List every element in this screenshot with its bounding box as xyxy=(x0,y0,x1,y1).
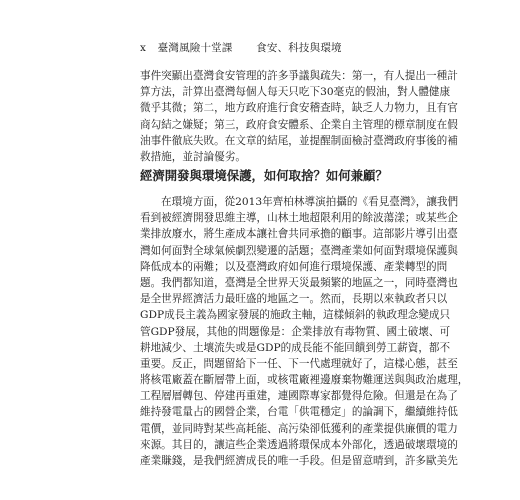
paragraph-line: 救措施，並討論優劣。 xyxy=(140,150,246,163)
paragraph-line: 電價，並同時對某些高耗能、高污染卻低獲利的產業提供廉價的電力 xyxy=(140,422,458,435)
paragraph-line: 事件突顯出臺灣食安管理的許多爭議與疏失：第一，有人提出一種計 xyxy=(140,70,458,82)
paragraph-line: 在環境方面，從2013年齊柏林導演拍攝的《看見臺灣》，讓我們 xyxy=(161,196,459,208)
paragraph-line: 灣如何面對全球氣候劇烈變遷的話題；臺灣產業如何面對環境保護與 xyxy=(140,244,458,257)
paragraph-line: 油事件徹底失敗。在文章的結尾，並提醒制面檢討臺灣政府事後的補 xyxy=(140,134,458,147)
paragraph-line: 管GDP發展，其他的問題像是：企業排放有毒物質、國土破壞、可 xyxy=(140,325,451,338)
paragraph-line: 降低成本的兩難；以及臺灣政府如何進行環境保護、產業轉型的問 xyxy=(140,260,448,273)
page-number: x xyxy=(140,42,147,54)
paragraph-line: 微乎其微；第二，地方政府進行食安稽查時，缺乏人力物力，且有官 xyxy=(140,102,458,115)
paragraph-line: 耕地減少、土壤流失或是GDP的成長能不能回饋到勞工薪資，都不 xyxy=(140,341,451,354)
paragraph-line: 商勾結之嫌疑；第三，政府食安體系、企業自主管理的標章制度在假 xyxy=(140,118,458,131)
paragraph-line: 工程層層轉包、停建再重建，連國際專家都覺得危險。但還是在為了 xyxy=(140,390,458,403)
paragraph-environment xyxy=(140,194,469,469)
paragraph-line: 維持發電量占的國營企業，台電「供電穩定」的論調下，繼續維持低 xyxy=(140,406,458,419)
paragraph-line: 業排放廢水，將生產成本讓社會共同承擔的顧事。這部影片導引出臺 xyxy=(140,228,458,241)
paragraph-line: 產業賺錢，是我們經濟成長的唯一手段。但是留意晴到，許多歐美先 xyxy=(140,455,458,467)
paragraph-line: 重要。反正，問題留給下一任、下一代處理就好了，這樣心態，甚至 xyxy=(140,357,458,370)
running-header xyxy=(140,40,342,55)
paragraph-intro xyxy=(140,68,458,165)
paragraph-line: 題。我們都知道，臺灣是全世界天災最頻繁的地區之一，同時臺灣也 xyxy=(140,276,458,289)
paragraph-line: 來源。其目的，讓這些企業透過將環保成本外部化，透過破壞環境的 xyxy=(140,438,458,451)
paragraph-line: 將核電廠蓋在斷層帶上面，或核電廠裡邊廢棄物難運送與與政治處理， xyxy=(140,374,469,387)
paragraph-line: 是全世界經濟活力最旺盛的地區之一。然而，長期以來執政者只以 xyxy=(140,293,448,306)
paragraph-line: 看到被經濟開發思維主導，山林土地超限利用的餘波蕩漾；或某些企 xyxy=(140,212,458,225)
paragraph-line: GDP成長主義為國家發展的施政主軸，這樣傾斜的執政理念變成只 xyxy=(140,309,451,322)
book-title: 臺灣風險十堂課 xyxy=(157,42,233,54)
paragraph-line: 算方法，計算出臺灣每個人每天只吃下30毫克的假油，對人體健康 xyxy=(140,86,451,99)
section-heading: 經濟開發與環境保護，如何取捨？如何兼顧？ xyxy=(140,168,388,183)
part-title: 食安、科技與環境 xyxy=(256,42,342,54)
